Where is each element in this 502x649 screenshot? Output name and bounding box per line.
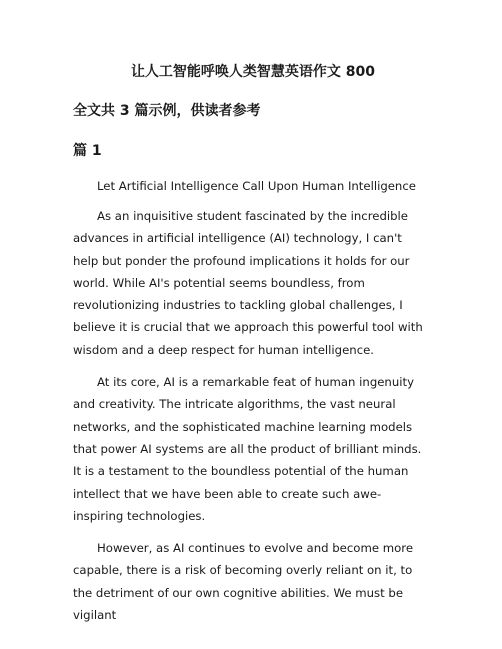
paragraph-2: At its core, AI is a remarkable feat of human ingenuity and creativity. The intricate algorithms, the vast neural networks, and the sophisticated machine learning models that power AI systems are all the product of brilliant minds. It is a testament to the boundless potential of the human intellect that we have been able to create such awe-inspiring technologies. <box>73 375 422 523</box>
essay-title: Let Artificial Intelligence Call Upon Human Intelligence <box>97 179 416 193</box>
section-heading: 篇 1 <box>73 143 102 159</box>
paragraph-3: However, as AI continues to evolve and become more capable, there is a risk of becoming overly reliant on it, to the detriment of our own cognitive abilities. We must be vigilant <box>73 541 414 623</box>
document-title: 让人工智能呼唤人类智慧英语作文 800 <box>130 64 376 80</box>
paragraph-1: As an inquisitive student fascinated by the incredible advances in artificial intelligence (AI) technology, I can't help but ponder the profound implications it holds for our world. While AI's potential seems boundless, from revolutionizing industries to tackling global challenges, I believe it is crucial that we approach this powerful tool with wisdom and a deep respect for human intelligence. <box>73 209 423 357</box>
document-subtitle: 全文共 3 篇示例，供读者参考 <box>73 103 261 119</box>
